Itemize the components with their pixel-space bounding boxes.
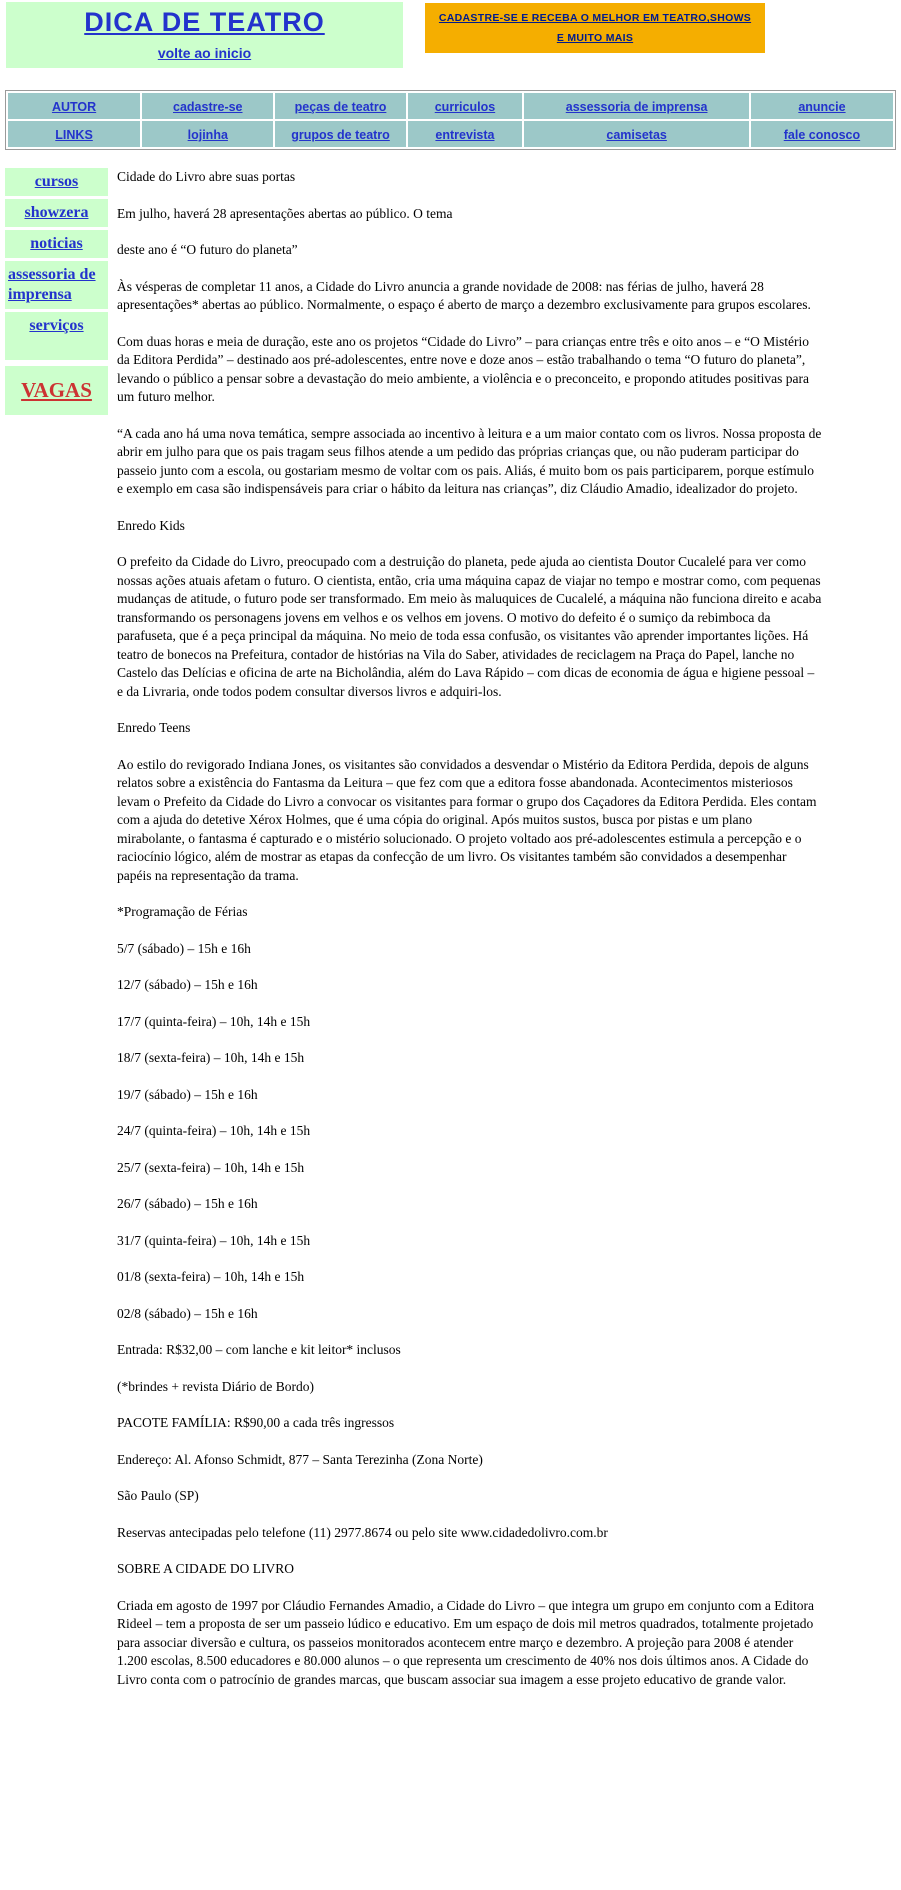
article-paragraph: Enredo Kids <box>117 517 185 533</box>
article-paragraph: Entrada: R$32,00 – com lanche e kit leitor* inclusos <box>117 1342 401 1357</box>
article-paragraph: “A cada ano há uma nova temática, sempre associada ao incentivo à leitura e a um maior contato com os livros. Nossa proposta de abrir em julho para que os pais tragam seus filhos atende a um pedido das próprias crianças que, ou não puderam participar do passeio junto com a escola, ou gostariam mesmo de voltar com os pais. Aliás, é muito bom os pais participarem, porque estímulo e exemplo em casa são indispensáveis para criar o hábito da leitura nas crianças”, diz Cláudio Amadio, idealizador do projeto. <box>117 425 822 496</box>
nav-cell <box>142 93 273 119</box>
article-paragraph: São Paulo (SP) <box>117 1488 199 1503</box>
content <box>0 168 901 1707</box>
article-paragraph: PACOTE FAMÍLIA: R$90,00 a cada três ingressos <box>117 1415 395 1430</box>
site-title-link[interactable]: DICA DE TEATRO <box>84 7 325 37</box>
sidebar-link-showzera[interactable]: showzera <box>24 204 89 221</box>
article-paragraph: 5/7 (sábado) – 15h e 16h <box>117 940 251 956</box>
sidebar-item-cursos[interactable] <box>5 168 108 196</box>
nav-cell <box>751 121 893 147</box>
nav-cell <box>275 93 405 119</box>
header <box>0 0 901 90</box>
article-paragraph: Cidade do Livro abre suas portas <box>117 169 296 184</box>
nav-link-anuncie[interactable]: anuncie <box>798 100 846 114</box>
nav-cell <box>524 93 749 119</box>
nav-cell <box>275 121 405 147</box>
nav-cell <box>8 121 140 147</box>
nav-cell <box>408 121 523 147</box>
article-paragraph: Às vésperas de completar 11 anos, a Cidade do Livro anuncia a grande novidade de 2008: nas férias de julho, haverá 28 apresentações* abertas ao público. Normalmente, o espaço é aberto de março a dezembro exclusivamente para grupos escolares. <box>117 278 811 312</box>
nav-row-1 <box>8 93 893 119</box>
sidebar <box>5 168 108 415</box>
nav-link-lojinha[interactable]: lojinha <box>187 128 228 142</box>
sidebar-link-assessoria-de-imprensa[interactable]: assessoria de imprensa <box>8 266 96 303</box>
sidebar-item-assessoria-de-imprensa[interactable] <box>5 261 108 309</box>
nav-link-camisetas[interactable]: camisetas <box>606 128 667 142</box>
article-paragraph: 17/7 (quinta-feira) – 10h, 14h e 15h <box>117 1013 311 1029</box>
nav-link-fale-conosco[interactable]: fale conosco <box>783 128 861 142</box>
nav-cell <box>524 121 749 147</box>
vagas-link[interactable]: VAGAS <box>21 378 92 402</box>
nav-table <box>5 90 896 150</box>
article-paragraph: 24/7 (quinta-feira) – 10h, 14h e 15h <box>117 1123 311 1138</box>
article-paragraph: Em julho, haverá 28 apresentações abertas ao público. O tema <box>117 205 453 221</box>
nav-link-links[interactable]: LINKS <box>55 128 93 142</box>
sidebar-item-showzera[interactable] <box>5 199 108 227</box>
sidebar-link-noticias[interactable]: noticias <box>30 235 83 252</box>
nav-link-curriculos[interactable]: curriculos <box>434 100 496 114</box>
article-paragraph: 25/7 (sexta-feira) – 10h, 14h e 15h <box>117 1159 305 1175</box>
article-paragraph: 18/7 (sexta-feira) – 10h, 14h e 15h <box>117 1050 305 1065</box>
article-paragraph: SOBRE A CIDADE DO LIVRO <box>117 1561 295 1576</box>
nav-cell <box>751 93 893 119</box>
article-paragraph: 12/7 (sábado) – 15h e 16h <box>117 977 258 992</box>
article-paragraph: 01/8 (sexta-feira) – 10h, 14h e 15h <box>117 1269 305 1284</box>
nav-cell <box>142 121 273 147</box>
article <box>117 168 823 1707</box>
article-paragraph: Enredo Teens <box>117 720 191 735</box>
nav-link-cadastre-se[interactable]: cadastre-se <box>173 100 243 114</box>
article-paragraph: Criada em agosto de 1997 por Cláudio Fernandes Amadio, a Cidade do Livro – que integra um grupo em conjunto com a Editora Rideel – tem a proposta de ser um passeio lúdico e educativo. Em um espaço de dois mil metros quadrados, totalmente projetado para associar diversão e cultura, os passeios monitorados acontecem entre março e dezembro. A projeção para 2008 é atender 1.200 escolas, 8.500 educadores e 80.000 alunos – o que representa um crescimento de 40% nos dois últimos anos. A Cidade do Livro conta com o patrocínio de grandes marcas, que buscam associar sua imagem a esse projeto educativo de grande valor. <box>117 1597 814 1687</box>
article-paragraph: 31/7 (quinta-feira) – 10h, 14h e 15h <box>117 1232 311 1248</box>
nav-link-autor[interactable]: AUTOR <box>51 100 97 114</box>
article-paragraph: Endereço: Al. Afonso Schmidt, 877 – Santa Terezinha (Zona Norte) <box>117 1451 483 1467</box>
nav-link-pecas-de-teatro[interactable]: peças de teatro <box>294 100 387 114</box>
sidebar-item-noticias[interactable] <box>5 230 108 258</box>
sidebar-item-vagas[interactable] <box>5 366 108 415</box>
article-paragraph: (*brindes + revista Diário de Bordo) <box>117 1378 314 1394</box>
nav-link-grupos-de-teatro[interactable]: grupos de teatro <box>291 128 390 142</box>
banner-signup-link[interactable]: CADASTRE-SE E RECEBA O MELHOR EM TEATRO,SHOWS <box>438 12 752 25</box>
sidebar-link-servicos[interactable]: serviços <box>29 317 84 334</box>
nav-cell <box>408 93 523 119</box>
article-paragraph: O prefeito da Cidade do Livro, preocupado com a destruição do planeta, pede ajuda ao cientista Doutor Cucalelé para ver como nossas ações atuais afetam o futuro. O cientista, então, cria uma máquina capaz de viajar no tempo e mostrar como, com pequenas mudanças de atitude, o futuro pode ser transformado. Em meio às maluquices de Cucalelé, a máquina não funciona direito e acaba transformando os personagens jovens em velhos e os velhos em jovens. O motivo do defeito é o sumiço da rebimboca da parafuseta, que é a peça principal da máquina. No meio de toda essa confusão, os visitantes vão aprender importantes lições. Há teatro de bonecos na Prefeitura, contador de histórias na Vila do Saber, atividades de reciclagem na Praça do Papel, lanche no Castelo das Delícias e oficina de arte na Bicholândia, além do Lava Rápido – com dicas de economia de água e higiene pessoal – e da Livraria, onde todos podem consultar diversos livros e adquiri-los. <box>117 554 822 699</box>
article-paragraph: Reservas antecipadas pelo telefone (11) 2977.8674 ou pelo site www.cidadedolivro.com.br <box>117 1524 608 1540</box>
banner-more-link[interactable]: E MUITO MAIS <box>556 31 634 44</box>
article-paragraph: *Programação de Férias <box>117 904 248 919</box>
article-paragraph: Com duas horas e meia de duração, este ano os projetos “Cidade do Livro” – para crianças entre três e oito anos – e “O Mistério da Editora Perdida” – destinado aos pré-adolescentes, entre nove e doze anos – estão trabalhando o tema “O futuro do planeta”, levando o público a pensar sobre a devastação do meio ambiente, a violência e o preconceito, e propondo atitudes positivas para um futuro melhor. <box>117 333 810 404</box>
article-paragraph: deste ano é “O futuro do planeta” <box>117 242 298 257</box>
nav-link-assessoria-de-imprensa[interactable]: assessoria de imprensa <box>565 100 708 114</box>
sidebar-item-servicos[interactable] <box>5 312 108 360</box>
brand-box <box>6 2 403 68</box>
article-paragraph: 26/7 (sábado) – 15h e 16h <box>117 1196 258 1211</box>
back-to-home-link[interactable]: volte ao inicio <box>157 45 252 61</box>
sidebar-link-cursos[interactable]: cursos <box>34 173 79 190</box>
article-paragraph: 19/7 (sábado) – 15h e 16h <box>117 1086 258 1102</box>
article-paragraph: 02/8 (sábado) – 15h e 16h <box>117 1305 258 1321</box>
nav-cell <box>8 93 140 119</box>
nav-row-2 <box>8 121 893 147</box>
newsletter-banner <box>425 3 765 53</box>
article-paragraph: Ao estilo do revigorado Indiana Jones, os visitantes são convidados a desvendar o Mistério da Editora Perdida, depois de alguns relatos sobre a existência do Fantasma da Leitura – que fez com que a editora fosse abandonada. Acontecimentos misteriosos levam o Prefeito da Cidade do Livro a convocar os visitantes para formar o grupo dos Caçadores da Editora Perdida. Eles contam com a ajuda do detetive Xérox Holmes, que é uma cópia do original. Após muitos sustos, busca por pistas e um plano mirabolante, o fantasma é capturado e o mistério solucionado. O projeto voltado aos pré-adolescentes estimula a percepção e o raciocínio lógico, além de mostrar as etapas da confecção de um livro. Os visitantes também são convidados a desempenhar papéis na representação da trama. <box>117 756 817 883</box>
nav-link-entrevista[interactable]: entrevista <box>435 128 495 142</box>
